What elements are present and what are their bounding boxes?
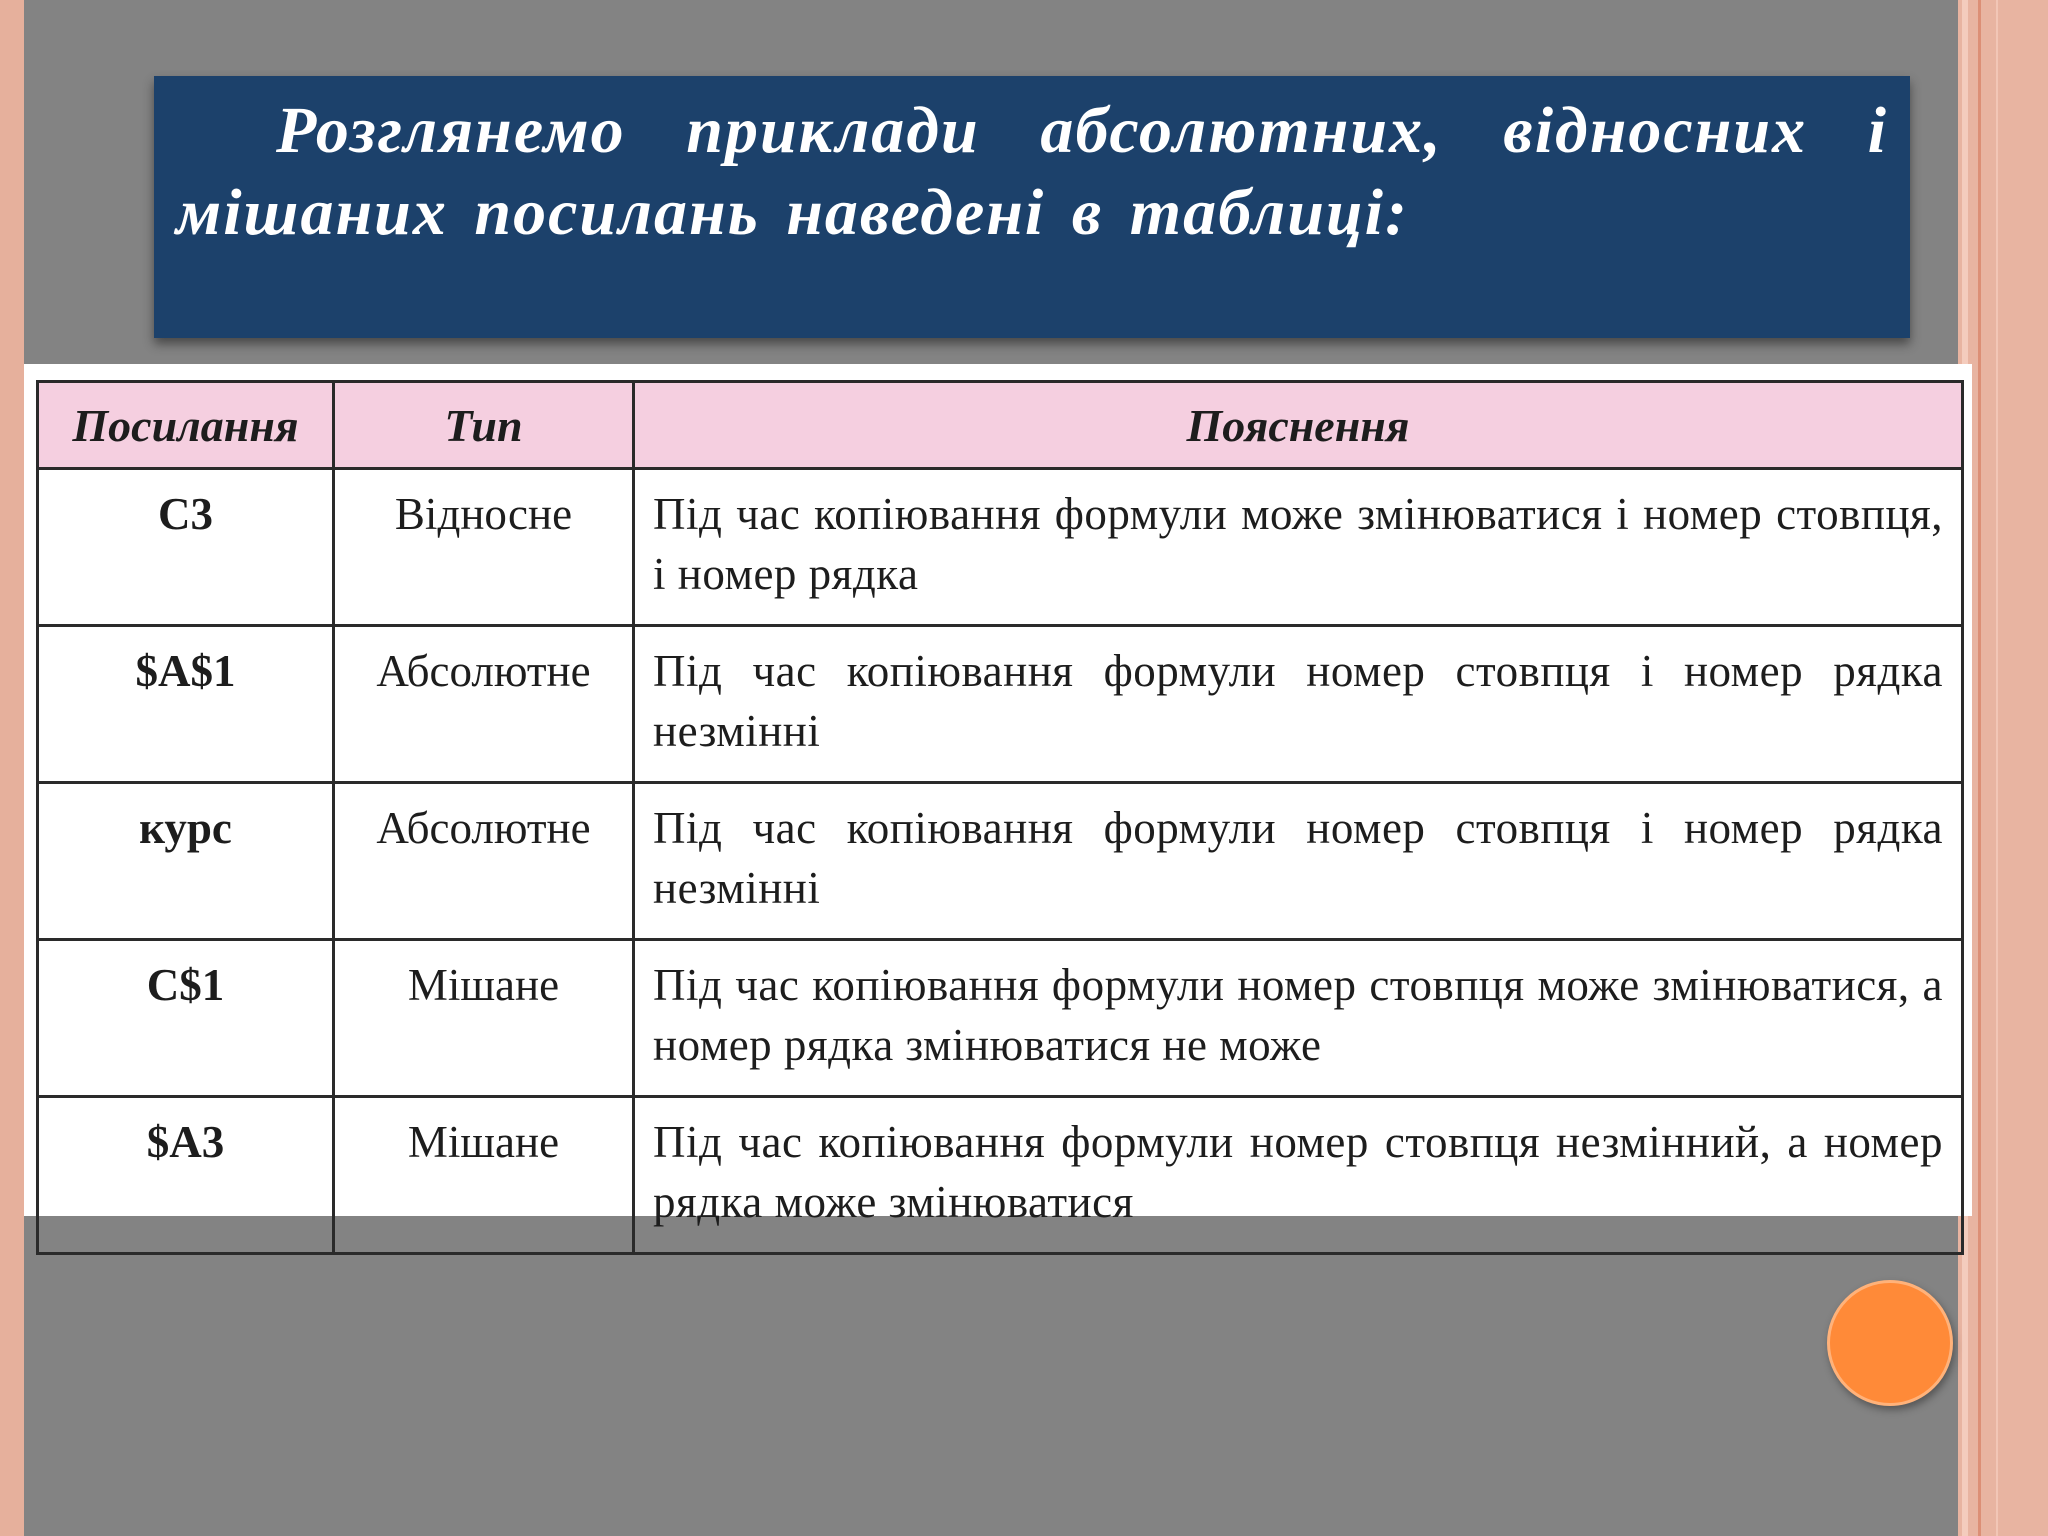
cell-reference: $A$1 [38,626,334,783]
table-panel [24,364,1972,1227]
header-reference: Посилання [38,382,334,469]
references-table [36,380,1964,1255]
table-row [38,1097,1963,1254]
table-row [38,783,1963,940]
cell-type: Мішане [334,940,634,1097]
cell-type: Абсолютне [334,783,634,940]
cell-reference: C$1 [38,940,334,1097]
orange-circle-decoration [1827,1280,1953,1406]
left-border-band [0,0,27,1536]
cell-explanation: Під час копіювання формули номер стовпця незмінний, а номер рядка може змінюватися [634,1097,1963,1254]
table-row [38,940,1963,1097]
right-border-line [1978,0,1981,1536]
cell-type: Абсолютне [334,626,634,783]
cell-explanation: Під час копіювання формули може змінюватися і номер стовпця, і номер рядка [634,469,1963,626]
table-header-row [38,382,1963,469]
cell-explanation: Під час копіювання формули номер стовпця і номер рядка незмінні [634,783,1963,940]
cell-reference: $A3 [38,1097,334,1254]
right-border-line [1996,0,1998,1536]
cell-type: Відносне [334,469,634,626]
slide-title: Розглянемо приклади абсолютних, відносних і мішаних посилань наведені в таблиці: [176,94,1888,249]
cell-explanation: Під час копіювання формули номер стовпця і номер рядка незмінні [634,626,1963,783]
table-row [38,626,1963,783]
cell-reference: курс [38,783,334,940]
cell-type: Мішане [334,1097,634,1254]
title-box [154,76,1910,338]
cell-reference: С3 [38,469,334,626]
header-type: Тип [334,382,634,469]
cell-explanation: Під час копіювання формули номер стовпця може змінюватися, а номер рядка змінюватися не може [634,940,1963,1097]
table-row [38,469,1963,626]
header-explanation: Пояснення [634,382,1963,469]
